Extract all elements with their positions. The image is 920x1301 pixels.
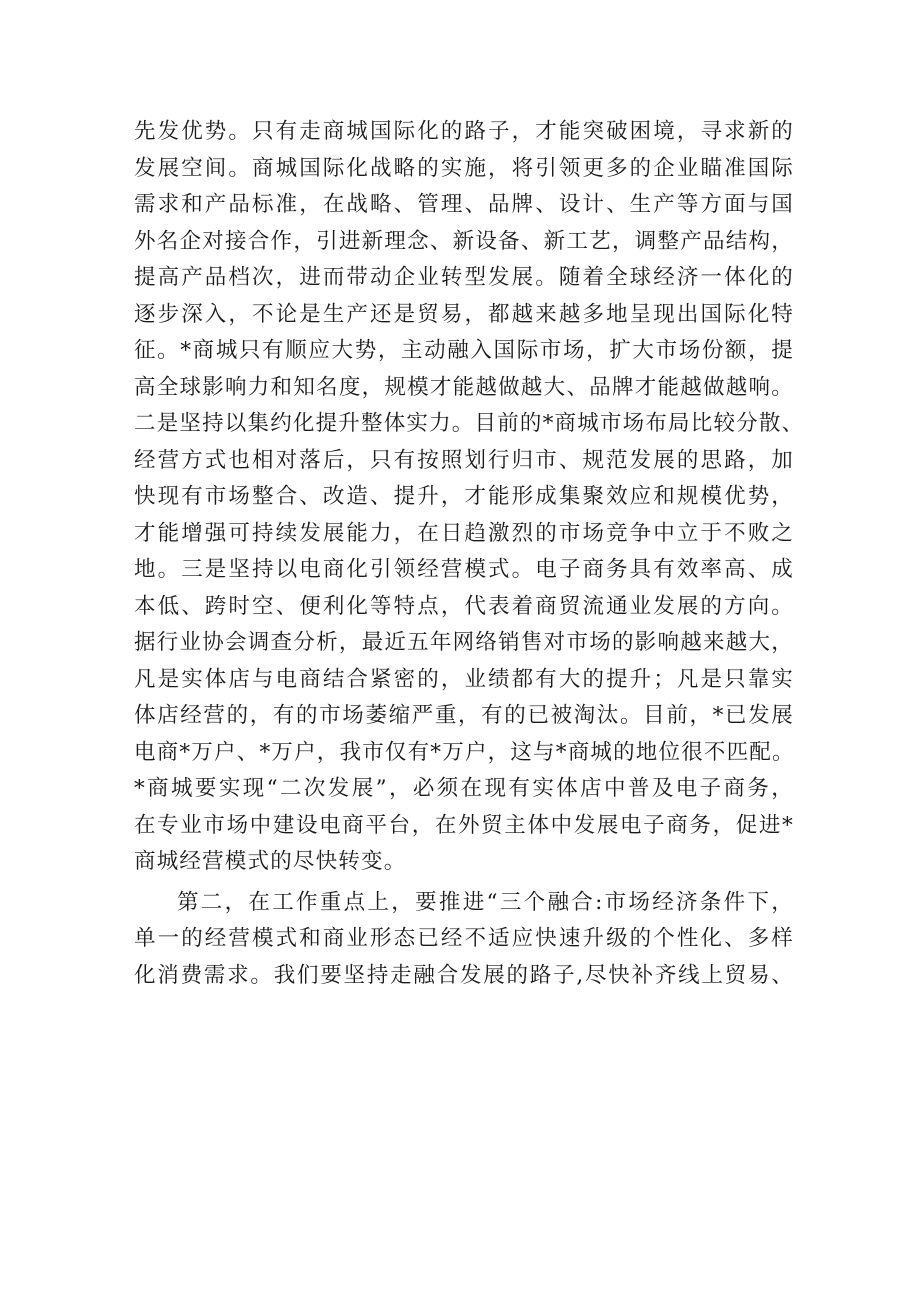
text-line: 商城经营模式的尽快转变。 (134, 849, 407, 874)
paragraph-2 (134, 885, 794, 995)
text-line: 才能增强可持续发展能力，在日趋激烈的市场竞争中立于不败之 (134, 520, 794, 546)
text-line: 体店经营的，有的市场萎缩严重，有的已被淘汰。目前，*已发展 (134, 703, 794, 728)
text-line: 在专业市场中建设电商平台，在外贸主体中发展电子商务，促进* (134, 812, 794, 838)
text-line: 提高产品档次，进而带动企业转型发展。随着全球经济一体化的 (134, 265, 794, 290)
text-line: 高全球影响力和知名度，规模才能越做越大、品牌才能越做越响。 (134, 374, 794, 400)
paragraph-1 (134, 114, 805, 881)
text-line: 二是坚持以集约化提升整体实力。目前的*商城市场布局比较分散、 (134, 411, 805, 436)
text-line: 快现有市场整合、改造、提升，才能形成集聚效应和规模优势， (134, 484, 794, 509)
text-line: 第二，在工作重点上，要推进“三个融合:市场经济条件下， (177, 889, 794, 915)
text-line: 发展空间。商城国际化战略的实施，将引领更多的企业瞄准国际 (134, 155, 794, 181)
text-line: 逐步深入，不论是生产还是贸易，都越来越多地呈现出国际化特 (134, 301, 794, 327)
text-line: 需求和产品标准，在战略、管理、品牌、设计、生产等方面与国 (134, 192, 794, 217)
text-line: 外名企对接合作，引进新理念、新设备、新工艺，调整产品结构， (134, 228, 794, 254)
text-line: 征。*商城只有顺应大势，主动融入国际市场，扩大市场份额，提 (134, 338, 794, 363)
text-line: 经营方式也相对落后，只有按照划行归市、规范发展的思路，加 (134, 447, 794, 473)
text-line: 先发优势。只有走商城国际化的路子，才能突破困境，寻求新的 (134, 119, 794, 144)
text-line: *商城要实现“二次发展”，必须在现有实体店中普及电子商务， (134, 776, 794, 801)
text-line: 凡是实体店与电商结合紧密的，业绩都有大的提升；凡是只靠实 (134, 666, 794, 692)
text-line: 地。三是坚持以电商化引领经营模式。电子商务具有效率高、成 (134, 557, 794, 582)
text-line: 据行业协会调查分析，最近五年网络销售对市场的影响越来越大， (134, 630, 794, 655)
text-line: 本低、跨时空、便利化等特点，代表着商贸流通业发展的方向。 (134, 593, 794, 619)
document-body (134, 114, 805, 994)
text-line: 化消费需求。我们要坚持走融合发展的路子,尽快补齐线上贸易、 (134, 962, 794, 988)
text-line: 单一的经营模式和商业形态已经不适应快速升级的个性化、多样 (134, 926, 794, 951)
text-line: 电商*万户、*万户，我市仅有*万户，这与*商城的地位很不匹配。 (134, 739, 795, 765)
